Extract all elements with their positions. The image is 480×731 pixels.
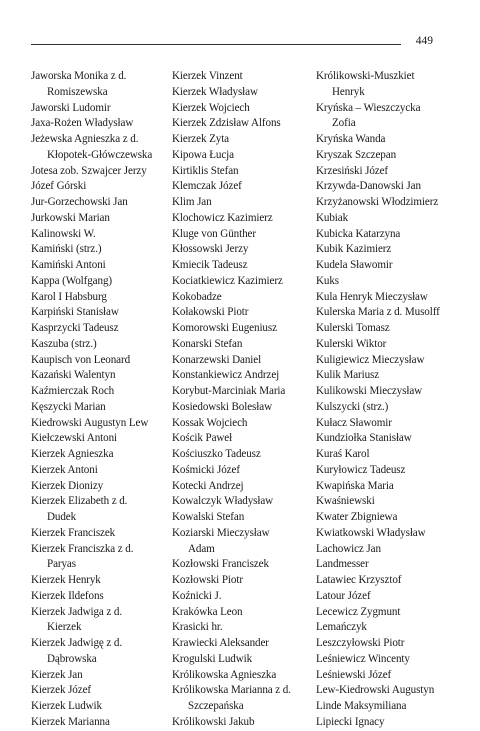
index-entry: Krzywda-Danowski Jan [316,180,421,193]
index-entry: Kośmicki Józef [172,463,240,476]
index-entry: Kierzek Wojciech [172,101,250,114]
index-entry: Kuraś Karol [316,448,370,460]
index-entry: Konarzewski Daniel [172,353,262,366]
index-entry: Krzyżanowski Włodzimierz [316,196,439,208]
index-entry: Kierzek Marianna [31,715,110,728]
index-entry: Kierzek Vinzent [172,70,243,82]
index-entry: Klemczak Józef [172,180,242,193]
index-entry: Kossak Wojciech [172,416,248,429]
index-entry: Lew-Kiedrowski Augustyn [316,684,435,697]
index-entry: Lecewicz Zygmunt [316,605,401,618]
index-entry: Kierzek Zyta [172,133,230,145]
index-entry: Kulerski Tomasz [316,322,390,334]
index-entry: Kirtiklis Stefan [172,164,239,177]
index-entry: Kubiak [316,211,349,224]
index-entry: Kierzek Józef [31,684,91,697]
index-entry: Kozłowski Franciszek [172,558,269,571]
index-entry: Królikowski-Muszkiet [316,70,415,82]
index-entry: Kierzek Zdzisław Alfons [172,117,281,130]
index-entry: Kaźmierczak Roch [31,385,115,397]
index-entry-continuation: Henryk [332,85,365,98]
index-entry: Lemańczyk [316,621,367,634]
index-entry: Kundziołka Stanisław [316,432,412,445]
index-entry-continuation: Paryas [47,558,76,571]
index-entry: Kaszuba (strz.) [31,337,97,350]
index-entry: Kościuszko Tadeusz [172,448,261,460]
index-entry: Kokobadze [172,290,222,303]
index-entry: Kasprzycki Tadeusz [31,322,119,334]
index-entry: Koziarski Mieczysław [172,526,270,539]
index-entry: Kierzek Ludwik [31,700,102,712]
index-entry: Krawiecki Aleksander [172,637,269,649]
index-entry: Kappa (Wolfgang) [31,274,112,287]
index-entry: Kierzek Elizabeth z d. [31,495,128,508]
index-entry: Konstankiewicz Andrzej [172,369,280,382]
index-entry-continuation: Adam [188,542,215,555]
index-entry: Krasicki hr. [172,621,223,634]
index-entry: Kozłowski Piotr [172,574,243,586]
index-entry: Kamiński (strz.) [31,243,102,256]
index-entry: Królikowska Agnieszka [172,668,277,681]
index-entry: Kierzek Agnieszka [31,448,114,460]
index-entry: Jur-Gorzechowski Jan [31,196,128,208]
index-entry: Klim Jan [172,196,212,208]
index-entry: Korybut-Marciniak Maria [172,385,286,397]
index-entry: Kulikowski Mieczysław [316,385,423,397]
index-entry: Kipowa Łucja [172,148,234,161]
index-entry: Karpiński Stanisław [31,306,119,319]
index-entry: Latawiec Krzysztof [316,574,402,586]
index-entry: Kuligiewicz Mieczysław [316,353,425,366]
index-entry: Kalinowski W. [31,227,96,240]
index-entry: Jaworski Ludomir [31,101,111,114]
index-entry: Kulerski Wiktor [316,337,387,350]
index-entry-continuation: Romiszewska [47,85,108,98]
index-entry: Kościk Paweł [172,432,233,445]
index-entry: Kubik Kazimierz [316,243,392,256]
index-column-1 [31,69,171,731]
index-entry: Krogulski Ludwik [172,652,253,665]
index-entry: Kierzek Jan [31,668,83,681]
index-entry: Królikowska Marianna z d. [172,684,291,697]
index-entry: Kłossowski Jerzy [172,243,249,256]
index-entry: Kierzek Franciszek [31,526,116,539]
index-entry: Jotesa zob. Szwajcer Jerzy [31,164,147,177]
index-entry: Leśniewicz Wincenty [316,652,410,665]
index-entry: Kulerska Maria z d. Musolff [316,306,440,319]
page-number: 449 [415,35,433,47]
index-entry: Karol I Habsburg [31,290,107,303]
index-entry: Kotecki Andrzej [172,479,244,492]
index-entry: Leszczyłowski Piotr [316,637,405,649]
index-entry-continuation: Dudek [47,511,77,523]
index-entry: Kluge von Günther [172,227,256,240]
index-entry: Jaxa-Rożen Władysław [31,117,134,130]
index-entry: Józef Górski [31,180,87,193]
index-entry: Kowalski Stefan [172,511,245,523]
index-entry: Kmiecik Tadeusz [172,259,248,271]
index-entry: Kosiedowski Bolesław [172,400,272,413]
header-rule [31,44,401,45]
index-entry: Linde Maksymiliana [316,700,407,712]
index-entry: Konarski Stefan [172,337,243,350]
index-column-3 [316,69,456,731]
index-entry: Koźnicki J. [172,589,222,602]
index-column-2 [172,69,312,731]
index-entry: Krzesiński Józef [316,164,389,177]
index-entry: Kulik Mariusz [316,369,380,382]
index-entry: Latour Józef [316,589,371,602]
index-entry: Kułacz Sławomir [316,416,392,429]
index-entry: Kwater Zbigniewa [316,511,398,523]
index-entry: Kierzek Jadwigę z d. [31,637,123,649]
index-entry: Kierzek Antoni [31,463,98,476]
index-entry: Kierzek Dionizy [31,479,104,492]
index-entry: Jaworska Monika z d. [31,70,127,82]
index-entry: Kulszycki (strz.) [316,400,389,413]
index-entry-continuation: Dąbrowska [47,652,97,665]
index-entry: Kryńska – Wieszczycka [316,101,421,114]
index-entry: Królikowski Jakub [172,715,255,728]
index-entry: Landmesser [316,558,369,571]
index-entry: Kierzek Władysław [172,85,258,98]
index-entry: Kiełczewski Antoni [31,432,118,445]
index-entry: Krakówka Leon [172,605,243,618]
index-entry-continuation: Kłopotek-Główczewska [47,148,153,161]
index-entry: Leśniewski Józef [316,668,392,681]
index-entry: Kołakowski Piotr [172,306,249,319]
index-entry: Kudela Sławomir [316,259,393,271]
index-entry-continuation: Kierzek [47,621,82,634]
index-entry: Jeżewska Agnieszka z d. [31,133,139,145]
index-entry: Kryńska Wanda [316,133,386,145]
index-entry: Jurkowski Marian [31,211,110,224]
index-entry: Klochowicz Kazimierz [172,211,273,224]
index-entry: Kubicka Katarzyna [316,227,401,240]
index-entry: Kuks [316,274,340,287]
index-entry-continuation: Zofia [332,117,356,130]
index-entry: Kierzek Ildefons [31,589,104,602]
index-entry: Kula Henryk Mieczysław [316,290,428,303]
index-entry: Kamiński Antoni [31,259,106,271]
index-entry: Kwaśniewski [316,495,375,508]
index-entry: Kociatkiewicz Kazimierz [172,274,283,287]
index-entry: Kęszycki Marian [31,400,106,413]
index-entry: Lachowicz Jan [316,542,381,555]
index-entry: Kazański Walentyn [31,369,116,382]
index-entry: Kaupisch von Leonard [31,353,131,366]
index-entry: Kierzek Henryk [31,574,101,586]
index-entry: Kowalczyk Władysław [172,495,274,508]
index-entry: Kiedrowski Augustyn Lew [31,416,149,429]
index-entry: Kwapińska Maria [316,479,394,492]
index-entry: Kierzek Jadwiga z d. [31,605,123,618]
index-entry: Kwiatkowski Władysław [316,526,426,539]
index-entry: Komorowski Eugeniusz [172,322,277,334]
index-entry: Kierzek Franciszka z d. [31,542,134,555]
index-entry: Lipiecki Ignacy [316,715,385,728]
index-entry-continuation: Szczepańska [188,700,244,712]
index-entry: Kryszak Szczepan [316,148,397,161]
index-entry: Kuryłowicz Tadeusz [316,463,406,476]
